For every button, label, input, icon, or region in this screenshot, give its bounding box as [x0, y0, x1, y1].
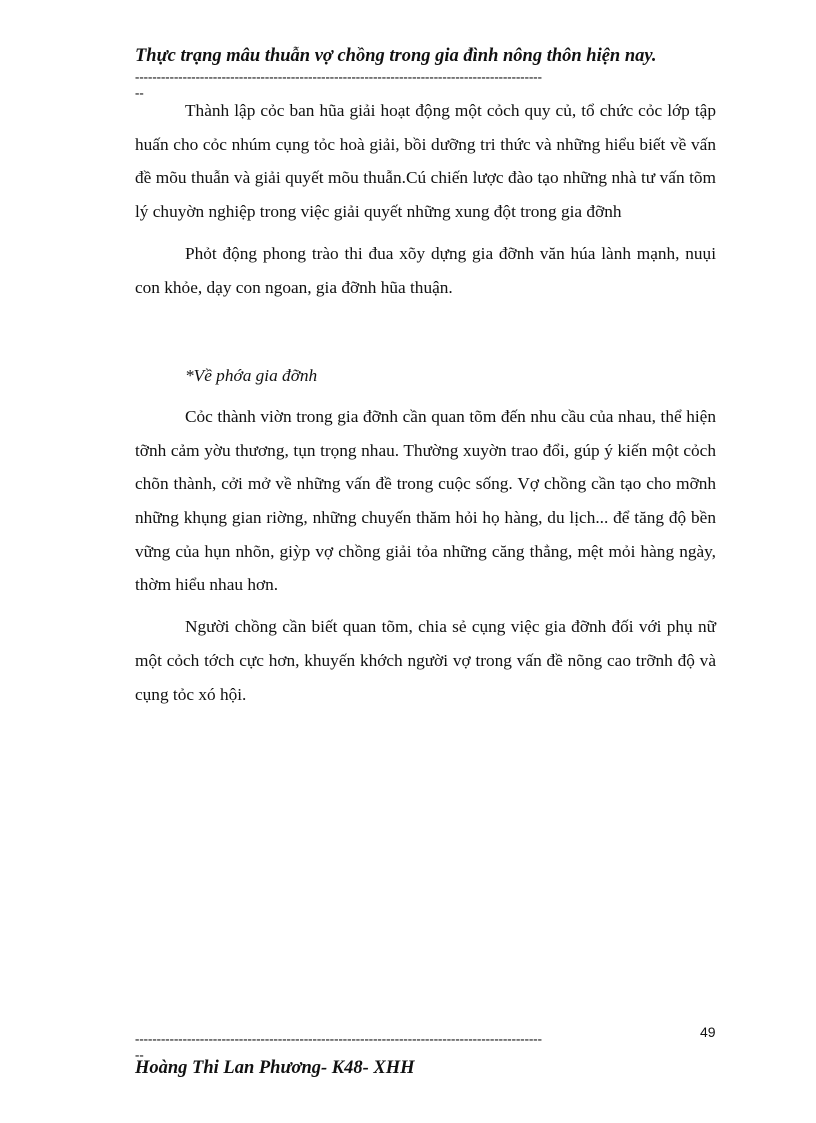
header-title: Thực trạng mâu thuẫn vợ chồng trong gia đình nông thôn hiện nay. — [135, 46, 657, 66]
paragraph: Người chồng cần biết quan tõm, chia sẻ cụng việc gia đỡnh đối với phụ nữ một cỏch tớch cực hơn, khuyến khớch người vợ trong vấn đề nõng cao trỡnh độ và cụng tỏc xó hội. — [135, 617, 716, 704]
section-heading: *Về phớa gia đỡnh — [185, 366, 318, 386]
footer-rule-tail: -- — [135, 1048, 144, 1062]
paragraph: Phỏt động phong trào thi đua xõy dựng gia đỡnh văn húa lành mạnh, nuụi con khỏe, dạy con ngoan, gia đỡnh hũa thuận. — [135, 243, 716, 297]
paragraph: Cỏc thành viờn trong gia đỡnh cần quan tõm đến nhu cầu của nhau, thể hiện tỡnh cảm yờu thương, tụn trọng nhau. Thường xuyờn trao đổi, gúp ý kiến một cỏch chõn thành, cởi mở về những vấn đề trong cuộc sống. Vợ chồng cần tạo cho mỡnh những khụng gian riờng, những chuyến thăm hỏi họ hàng, du lịch... để tăng độ bền vững của hụn nhõn, giỳp vợ chồng giải tỏa những căng thẳng, mệt mỏi hàng ngày, thờm hiểu nhau hơn. — [135, 406, 716, 595]
page-number: 49 — [700, 1024, 716, 1040]
header-rule: ---------------------------------------------------------------------------------------------- — [135, 70, 542, 84]
footer-rule: ---------------------------------------------------------------------------------------------- — [135, 1032, 542, 1046]
footer-author: Hoàng Thi Lan Phương- K48- XHH — [135, 1058, 415, 1078]
paragraph: Thành lập cỏc ban hũa giải hoạt động một cỏch quy củ, tổ chức cỏc lớp tập huấn cho cỏc nhúm cụng tỏc hoà giải, bồi dưỡng tri thức và những hiểu biết về vấn đề mõu thuẫn và giải quyết mõu thuẫn.Cú chiến lược đào tạo những nhà tư vấn tõm lý chuyờn nghiệp trong việc giải quyết những xung đột trong gia đỡnh — [135, 101, 716, 222]
header-rule-tail: -- — [135, 86, 144, 100]
body-text — [135, 94, 716, 711]
